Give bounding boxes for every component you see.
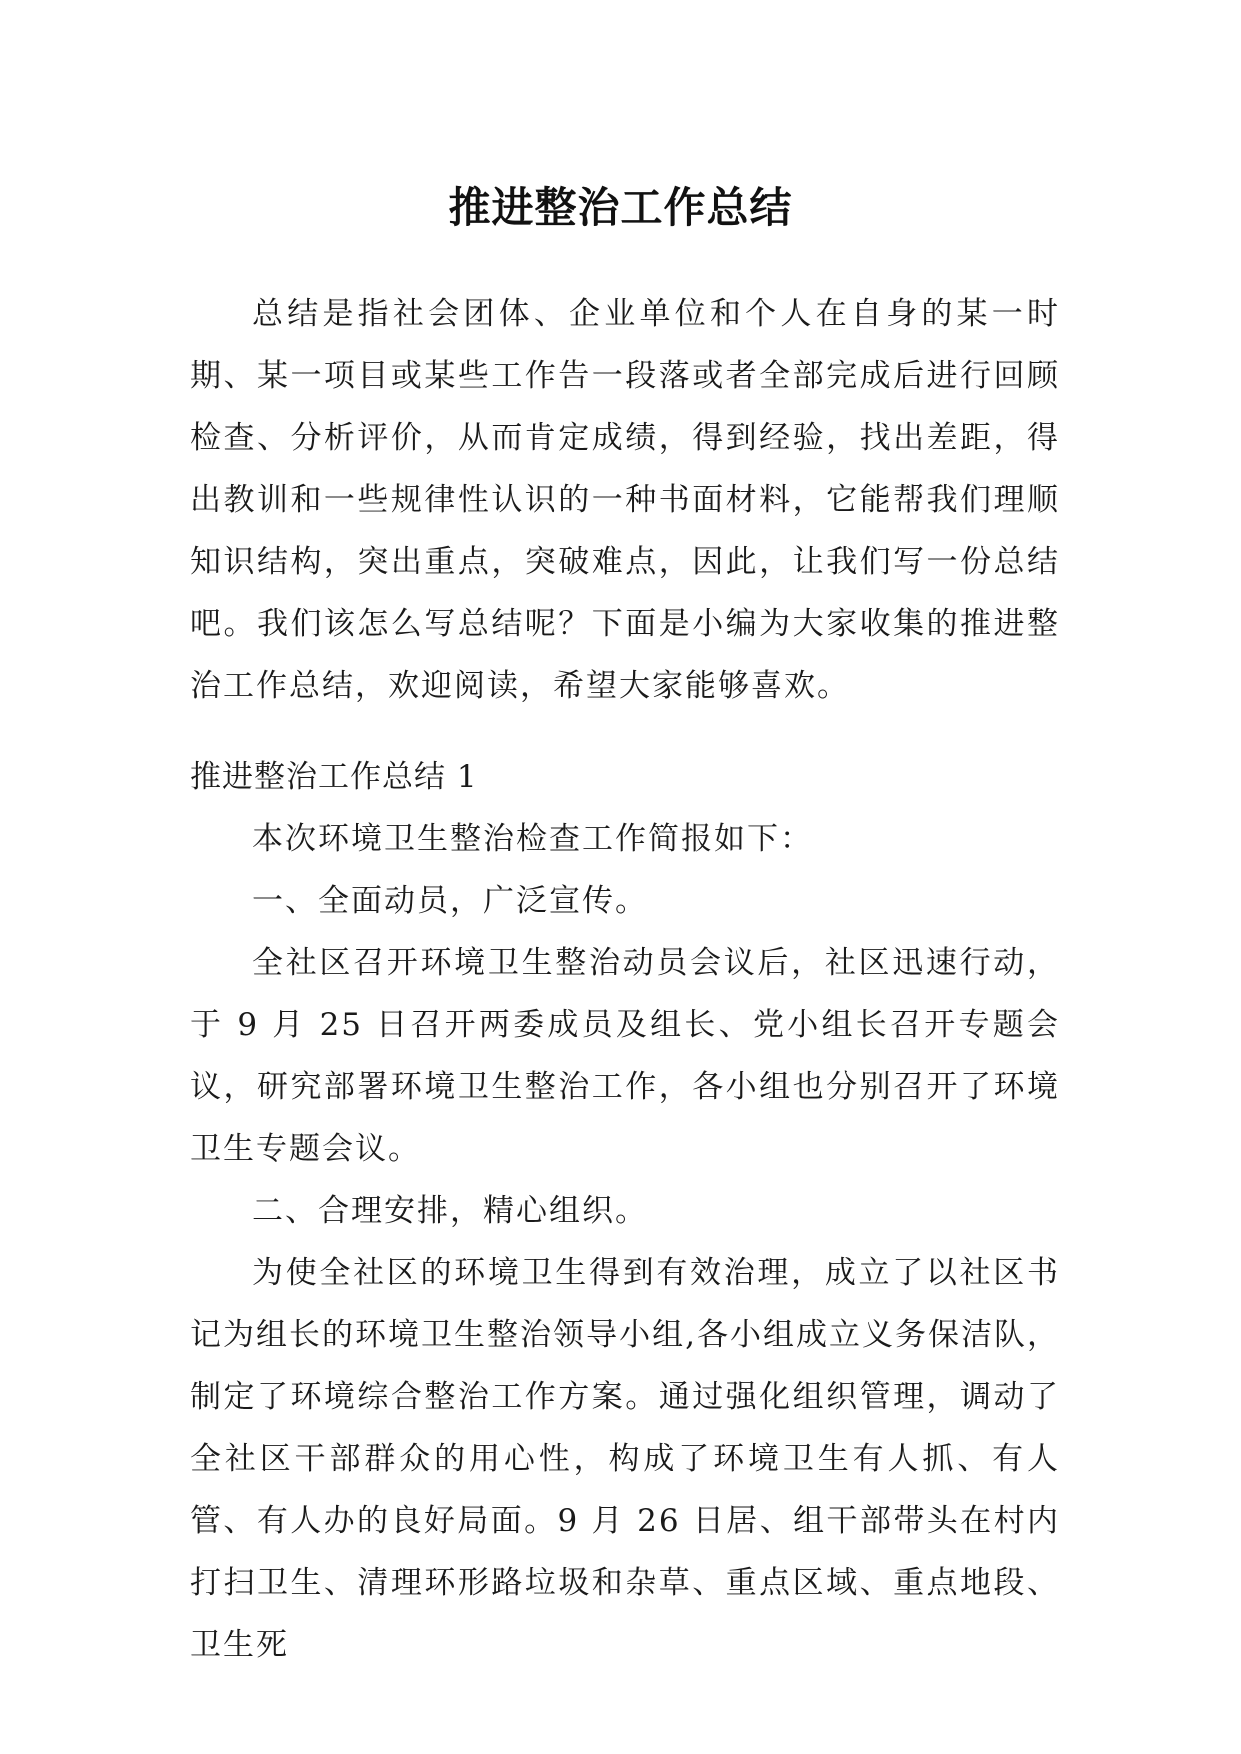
- paragraph-heading-mobilize: 一、全面动员，广泛宣传。: [252, 883, 648, 919]
- intro-paragraph: 总结是指社会团体、企业单位和个人在自身的某一时期、某一项目或某些工作告一段落或者全部完成后进行回顾检查、分析评价，从而肯定成绩，得到经验，找出差距，得出教训和一些规律性认识的一种书面材料，它能帮我们理顺知识结构，突出重点，突破难点，因此，让我们写一份总结吧。我们该怎么写总结呢？下面是小编为大家收集的推进整治工作总结，欢迎阅读，希望大家能够喜欢。: [190, 296, 1060, 704]
- intro-section: [190, 283, 1060, 717]
- body-section: [190, 746, 1060, 1676]
- paragraph-heading-organize: 二、合理安排，精心组织。: [252, 1193, 648, 1229]
- section-heading: 推进整治工作总结 1: [190, 759, 478, 795]
- paragraph-briefing-intro: 本次环境卫生整治检查工作简报如下：: [252, 821, 813, 857]
- document-title: 推进整治工作总结: [448, 183, 793, 233]
- paragraph-mobilize-body: 全社区召开环境卫生整治动员会议后，社区迅速行动，于 9 月 25 日召开两委成员及组长、党小组长召开专题会议，研究部署环境卫生整治工作，各小组也分别召开了环境卫生专题会议。: [190, 945, 1060, 1167]
- paragraph-organize-body: 为使全社区的环境卫生得到有效治理，成立了以社区书记为组长的环境卫生整治领导小组,各小组成立义务保洁队，制定了环境综合整治工作方案。通过强化组织管理，调动了全社区干部群众的用心性，构成了环境卫生有人抓、有人管、有人办的良好局面。9 月 26 日居、组干部带头在村内打扫卫生、清理环形路垃圾和杂草、重点区域、重点地段、卫生死: [190, 1255, 1060, 1663]
